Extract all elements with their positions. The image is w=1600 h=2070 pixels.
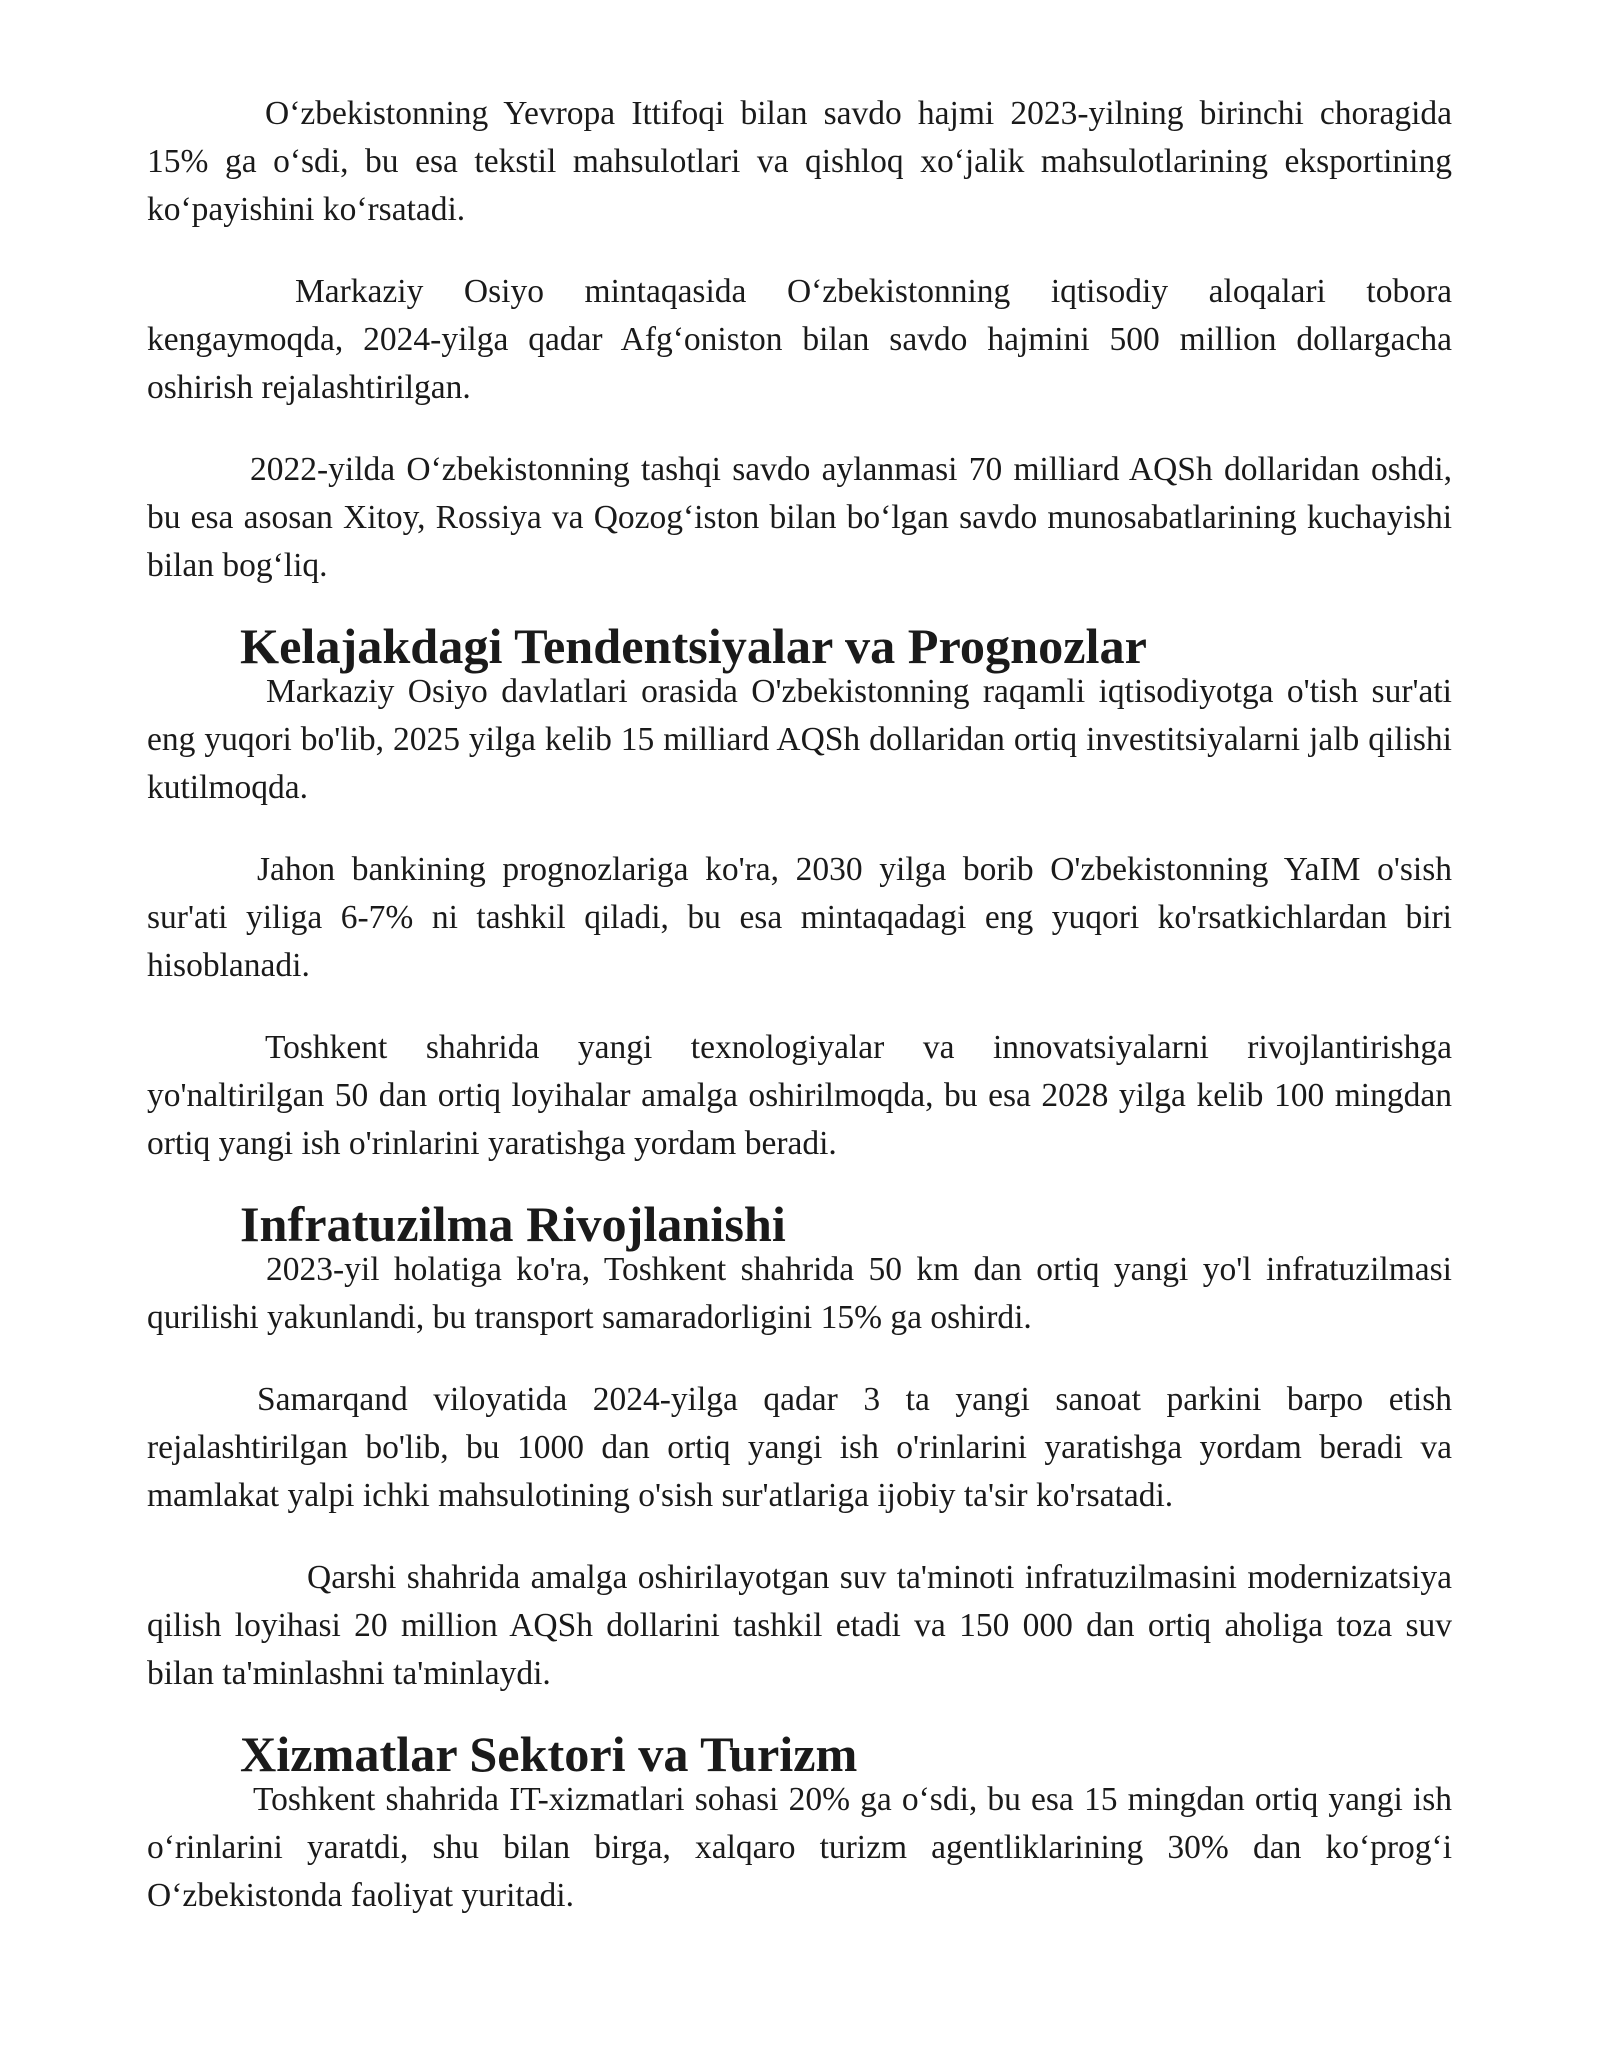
paragraph-tashkent-innovation: Toshkent shahrida yangi texnologiyalar va innovatsiyalarni rivojlantirishga yo'naltirilgan 50 dan ortiq loyihalar amalga oshirilmoqda, bu esa 2028 yilga kelib 100 mingdan ortiq yangi ish o'rinlarini yaratishga yordam beradi.: [147, 1029, 1452, 1162]
paragraph-central-asia-relations: Markaziy Osiyo mintaqasida Oʻzbekistonning iqtisodiy aloqalari tobora kengaymoqda, 2024-yilga qadar Afgʻoniston bilan savdo hajmini 500 million dollargacha oshirish rejalashtirilgan.: [147, 273, 1452, 406]
section-future-trends: [147, 618, 1452, 1168]
section-heading: Infratuzilma Rivojlanishi: [240, 1196, 786, 1252]
paragraph-it-services: Toshkent shahrida IT-xizmatlari sohasi 20% ga oʻsdi, bu esa 15 mingdan ortiq yangi ish oʻrinlarini yaratdi, shu bilan birga, xalqaro turizm agentliklarining 30% dan koʻprogʻi Oʻzbekistonda faoliyat yuritadi.: [147, 1781, 1452, 1914]
section-heading: Xizmatlar Sektori va Turizm: [240, 1726, 858, 1782]
section-services-tourism: [147, 1726, 1452, 1920]
paragraph-eu-trade: Oʻzbekistonning Yevropa Ittifoqi bilan savdo hajmi 2023-yilning birinchi choragida 15% ga oʻsdi, bu esa tekstil mahsulotlari va qishloq xoʻjalik mahsulotlarining eksportining koʻpayishini koʻrsatadi.: [147, 95, 1452, 228]
paragraph-world-bank-forecast: Jahon bankining prognozlariga ko'ra, 2030 yilga borib O'zbekistonning YaIM o'sish sur'ati yiliga 6-7% ni tashkil qiladi, bu esa mintaqadagi eng yuqori ko'rsatkichlardan biri hisoblanadi.: [147, 851, 1452, 984]
section-infrastructure: [147, 1196, 1452, 1698]
section-trade-intro: [147, 90, 1452, 590]
paragraph-foreign-trade-2022: 2022-yilda Oʻzbekistonning tashqi savdo aylanmasi 70 milliard AQSh dollaridan oshdi, bu esa asosan Xitoy, Rossiya va Qozogʻiston bilan boʻlgan savdo munosabatlarining kuchayishi bilan bogʻliq.: [147, 451, 1452, 584]
document-page: [147, 90, 1452, 1920]
section-heading: Kelajakdagi Tendentsiyalar va Prognozlar: [240, 618, 1147, 674]
paragraph-qarshi-water-supply: Qarshi shahrida amalga oshirilayotgan suv ta'minoti infratuzilmasini modernizatsiya qilish loyihasi 20 million AQSh dollarini tashkil etadi va 150 000 dan ortiq aholiga toza suv bilan ta'minlashni ta'minlaydi.: [147, 1559, 1452, 1692]
paragraph-samarkand-industrial-parks: Samarqand viloyatida 2024-yilga qadar 3 ta yangi sanoat parkini barpo etish rejalashtirilgan bo'lib, bu 1000 dan ortiq yangi ish o'rinlarini yaratishga yordam beradi va mamlakat yalpi ichki mahsulotining o'sish sur'atlariga ijobiy ta'sir ko'rsatadi.: [147, 1381, 1452, 1514]
paragraph-digital-economy: Markaziy Osiyo davlatlari orasida O'zbekistonning raqamli iqtisodiyotga o'tish sur'ati eng yuqori bo'lib, 2025 yilga kelib 15 milliard AQSh dollaridan ortiq investitsiyalarni jalb qilishi kutilmoqda.: [147, 673, 1452, 806]
paragraph-road-infrastructure: 2023-yil holatiga ko'ra, Toshkent shahrida 50 km dan ortiq yangi yo'l infratuzilmasi qurilishi yakunlandi, bu transport samaradorligini 15% ga oshirdi.: [147, 1251, 1452, 1336]
